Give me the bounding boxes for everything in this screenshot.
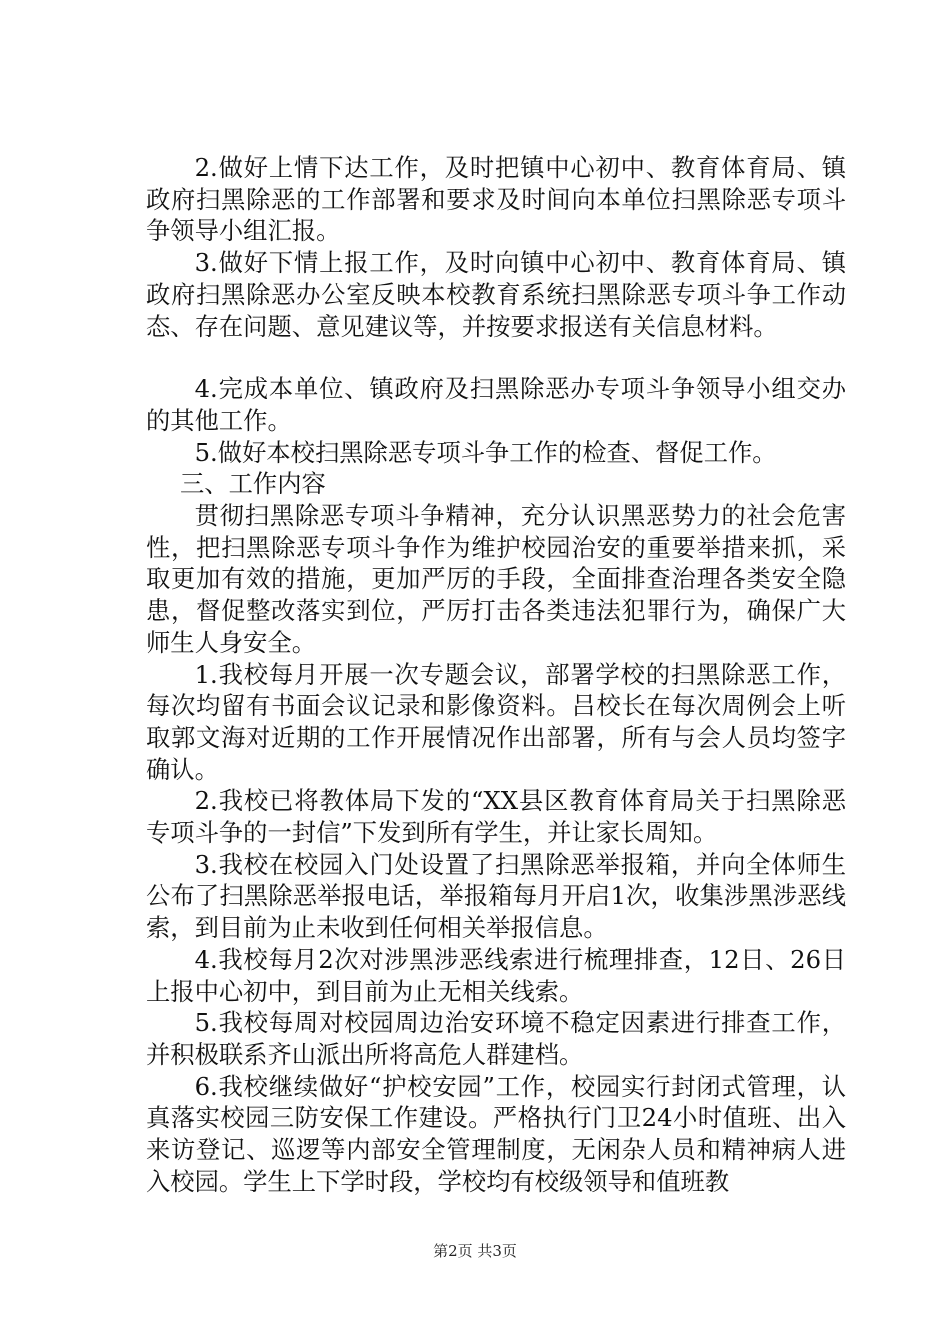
paragraph-item-3: 3.做好下情上报工作，及时向镇中心初中、教育体育局、镇政府扫黑除恶办公室反映本校教育系统扫黑除恶专项斗争工作动态、存在问题、意见建议等，并按要求报送有关信息材料。 — [146, 248, 846, 341]
paragraph-item-5: 5.做好本校扫黑除恶专项斗争工作的检查、督促工作。 — [194, 437, 777, 467]
section-heading-work-content: 三、工作内容 — [180, 469, 326, 499]
paragraph-content-1: 1.我校每月开展一次专题会议，部署学校的扫黑除恶工作，每次均留有书面会议记录和影像资料。吕校长在每次周例会上听取郭文海对近期的工作开展情况作出部署，所有与会人员均签字确认。 — [146, 659, 846, 784]
paragraph-gap — [146, 342, 846, 373]
paragraph-item-2: 2.做好上情下达工作，及时把镇中心初中、教育体育局、镇政府扫黑除恶的工作部署和要求及时间向本单位扫黑除恶专项斗争领导小组汇报。 — [146, 153, 846, 246]
paragraph-content-4: 4.我校每月2次对涉黑涉恶线索进行梳理排查，12日、26日上报中心初中，到目前为止无相关线索。 — [146, 944, 846, 1006]
paragraph-content-3: 3.我校在校园入门处设置了扫黑除恶举报箱，并向全体师生公布了扫黑除恶举报电话，举报箱每月开启1次，收集涉黑涉恶线索，到目前为止未收到任何相关举报信息。 — [146, 849, 846, 943]
paragraph-item-4: 4.完成本单位、镇政府及扫黑除恶办专项斗争领导小组交办的其他工作。 — [146, 374, 846, 435]
page-number-footer: 第2页 共3页 — [433, 1242, 517, 1260]
paragraph-content-5: 5.我校每周对校园周边治安环境不稳定因素进行排查工作，并积极联系齐山派出所将高危人群建档。 — [146, 1008, 846, 1069]
document-body — [146, 152, 846, 1198]
paragraph-intro: 贯彻扫黑除恶专项斗争精神，充分认识黑恶势力的社会危害性，把扫黑除恶专项斗争作为维护校园治安的重要举措来抓，采取更加有效的措施，更加严厉的手段，全面排查治理各类安全隐患，督促整改落实到位，严厉打击各类违法犯罪行为，确保广大师生人身安全。 — [146, 501, 846, 657]
paragraph-content-2: 2.我校已将教体局下发的“XX县区教育体育局关于扫黑除恶专项斗争的一封信”下发到所有学生，并让家长周知。 — [146, 786, 846, 848]
paragraph-content-6: 6.我校继续做好“护校安园”工作，校园实行封闭式管理，认真落实校园三防安保工作建设。严格执行门卫24小时值班、出入来访登记、巡逻等内部安全管理制度，无闲杂人员和精神病人进入校园。学生上下学时段，学校均有校级领导和值班教 — [146, 1071, 846, 1196]
